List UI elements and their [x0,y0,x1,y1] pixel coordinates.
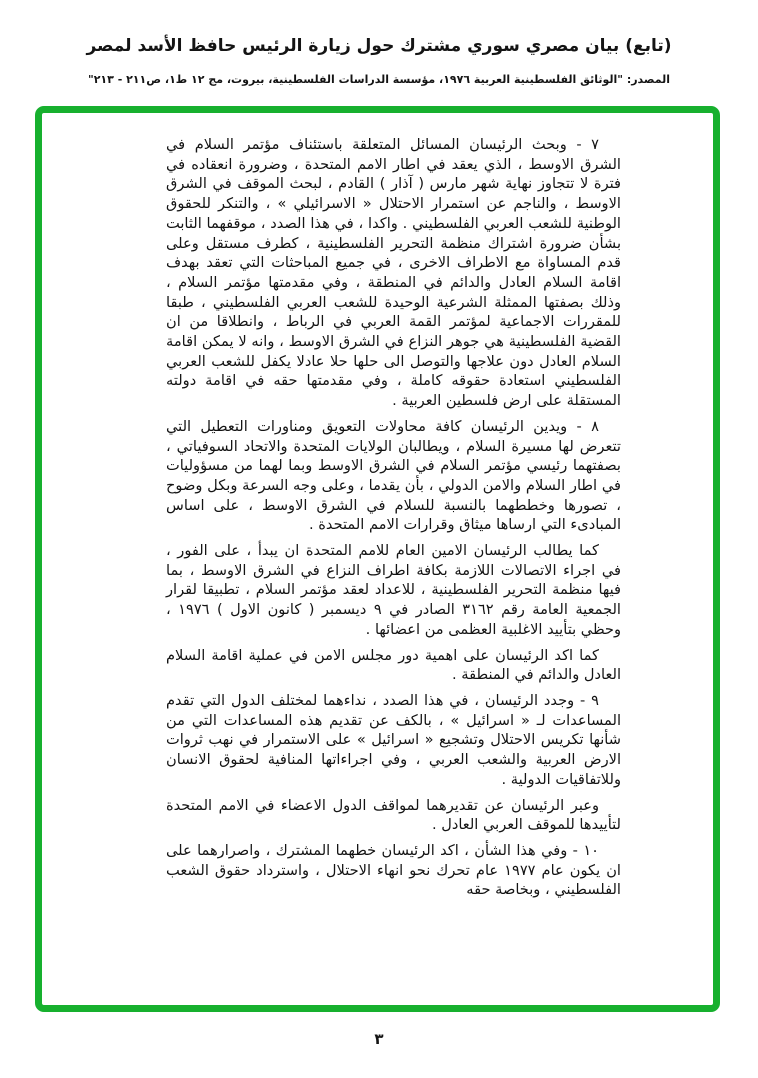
page-number: ٣ [374,1030,384,1048]
paragraph: كما اكد الرئيسان على اهمية دور مجلس الامن في عملية اقامة السلام العادل والدائم في المنطقة . [166,646,621,684]
paragraph: ١٠ - وفي هذا الشأن ، اكد الرئيسان خطهما المشترك ، واصرارهما على ان يكون عام ١٩٧٧ عام تحرك نحو انهاء الاحتلال ، واسترداد حقوق الشعب الفلسطيني ، وبخاصة حقه [166,841,621,899]
document-body [42,113,713,900]
paragraph: وعبر الرئيسان عن تقديرهما لمواقف الدول الاعضاء في الامم المتحدة لتأييدها للموقف العربي العادل . [166,796,621,834]
paragraph: كما يطالب الرئيسان الامين العام للامم المتحدة ان يبدأ ، على الفور ، في اجراء الاتصالات اللازمة بكافة اطراف النزاع في الشرق الاوسط ، بما فيها منظمة التحرير الفلسطينية ، للاعداد لعقد مؤتمر السلام ، تطبيقا لقرار الجمعية العامة رقم ٣١٦٢ الصادر في ٩ ديسمبر ( كانون الاول ) ١٩٧٦ ، وحظي بتأييد الاغلبية العظمى من اعضائها . [166,542,621,638]
paragraph: ٨ - ويدين الرئيسان كافة محاولات التعويق ومناورات التعطيل التي تتعرض لها مسيرة السلام ، ويطالبان الولايات المتحدة والاتحاد السوفياتي ، بصفتهما رئيسي مؤتمر السلام في الشرق الاوسط وبما لهما من مسؤوليات في اطار السلام والامن الدولي ، بأن يقدما ، وعلى وجه السرعة وبكل وضوح ، تصورها وخططهما بالنسبة للسلام في الشرق الاوسط ، على اساس المبادىء التي ارساها ميثاق وقرارات الامم المتحدة . [166,417,621,534]
source-line: المصدر: "الوثائق الفلسطينية العربية ١٩٧٦، مؤسسة الدراسات الفلسطينية، بيروت، مج ١٢ ط١، ص٢١١ - ٢١٣" [87,73,671,86]
paragraph: ٩ - وجدد الرئيسان ، في هذا الصدد ، نداءهما لمختلف الدول التي تقدم المساعدات لـ « اسرائيل » ، بالكف عن تقديم هذه المساعدات التي من شأنها تكريس الاحتلال وتشجيع « اسرائيل » على الاستمرار في نهب ثروات الارض العربية والشعب العربي ، وفي اجراءاتها المنافية لحقوق الانسان وللاتفاقيات الدولية . [166,691,621,788]
page-title: (تابع) بيان مصري سوري مشترك حول زيارة الرئيس حافظ الأسد لمصر [86,36,672,56]
highlight-box [35,106,720,1012]
paragraph: ٧ - وبحث الرئيسان المسائل المتعلقة باستئناف مؤتمر السلام في الشرق الاوسط ، الذي يعقد في اطار الامم المتحدة ، وضرورة انعقاده في فترة لا تتجاوز نهاية شهر مارس ( آذار ) القادم ، لبحث الموقف في الشرق الاوسط ، والناجم عن استمرار الاحتلال « الاسرائيلي » ، والتنكر للحقوق الوطنية للشعب العربي الفلسطيني . واكدا ، في هذا الصدد ، موقفهما الثابت بشأن ضرورة اشتراك منظمة التحرير الفلسطينية ، كطرف مستقل وعلى قدم المساواة مع الاطراف الاخرى ، في جميع المباحثات التي تعقد بهدف اقامة السلام العادل والدائم في المنطقة ، وفي مقدمتها مؤتمر السلام ، وذلك بصفتها الممثلة الشرعية الوحيدة للشعب العربي الفلسطيني ، طبقا للمقررات الاجماعية لمؤتمر القمة العربي في الرباط ، وانطلاقا من ان القضية الفلسطينية هي جوهر النزاع في الشرق الاوسط ، وانه لا يمكن اقامة السلام العادل دون علاجها والتوصل الى حلها حلا عادلا يكفل للشعب العربي الفلسطيني استعادة حقوقه كاملة ، وفي مقدمتها حقه في اقامة دولته المستقلة على ارض فلسطين العربية . [166,136,621,410]
